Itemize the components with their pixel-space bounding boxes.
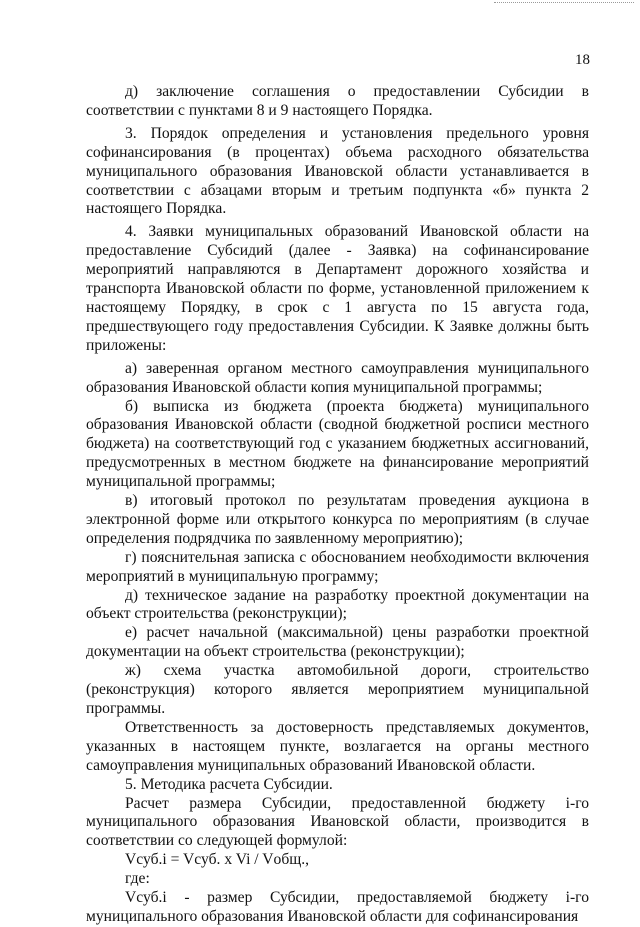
page-number: 18 [575,52,590,68]
formula: Vсуб.i = Vсуб. x Vi / Vобщ., [125,851,310,869]
paragraph-16: Vсуб.i - размер Субсидии, предоставляемой бюджету i-го муниципального образования Ивановской области для софинансирования [86,889,589,925]
paragraph-10: ж) схема участка автомобильной дороги, строительство (реконструкция) которого является мероприятием муниципальной программы. [86,662,589,717]
paragraph-11: Ответственность за достоверность представляемых документов, указанных в настоящем пункте, возлагается на органы местного самоуправления муниципальных образований Ивановской области. [86,718,589,774]
paragraph-9: е) расчет начальной (максимальной) цены разработки проектной документации на объект строительства (реконструкции); [86,624,589,661]
paragraph-7: г) пояснительная записка с обоснованием необходимости включения мероприятий в муниципальную программу; [86,548,589,585]
paragraph-where: где: [125,870,150,888]
paragraph-2: 3. Порядок определения и установления предельного уровня софинансирования (в процентах) объема расходного обязательства муниципального образования Ивановской области устанавливается в соответствии с абзацами вторым и третьим подпункта «б» пункта 2 настоящего Порядка. [86,124,589,218]
paragraph-4: а) заверенная органом местного самоуправления муниципального образования Ивановской области копия муниципальной программы; [86,359,589,396]
paragraph-13: Расчет размера Субсидии, предоставленной бюджету i-го муниципального образования Ивановской области, производится в соответствии со следующей формулой: [86,794,589,850]
paragraph-1: д) заключение соглашения о предоставлении Субсидии в соответствии с пунктами 8 и 9 настоящего Порядка. [86,83,589,119]
paragraph-5: б) выписка из бюджета (проекта бюджета) муниципального образования Ивановской области (сводной бюджетной росписи местного бюджета) на соответствующий год с указанием бюджетных ассигнований, предусмотренных в местном бюджете на финансирование мероприятий муниципальной программы; [86,397,589,491]
paragraph-3: 4. Заявки муниципальных образований Ивановской области на предоставление Субсидий (далее - Заявка) на софинансирование мероприятий направляются в Департамент дорожного хозяйства и транспорта Ивановской области по форме, установленной приложением к настоящему Порядку, в срок с 1 августа по 15 августа года, предшествующего году предоставления Субсидии. К Заявке должны быть приложены: [86,223,589,354]
paragraph-8: д) техническое задание на разработку проектной документации на объект строительства (реконструкции); [86,586,589,623]
paragraph-12: 5. Методика расчета Субсидии. [125,775,333,793]
document-body [86,83,589,927]
scan-artifact-mark [494,2,634,6]
paragraph-6: в) итоговый протокол по результатам проведения аукциона в электронной форме или открытого конкурса по мероприятиям (в случае определения подрядчика по заявленному мероприятию); [86,492,589,547]
